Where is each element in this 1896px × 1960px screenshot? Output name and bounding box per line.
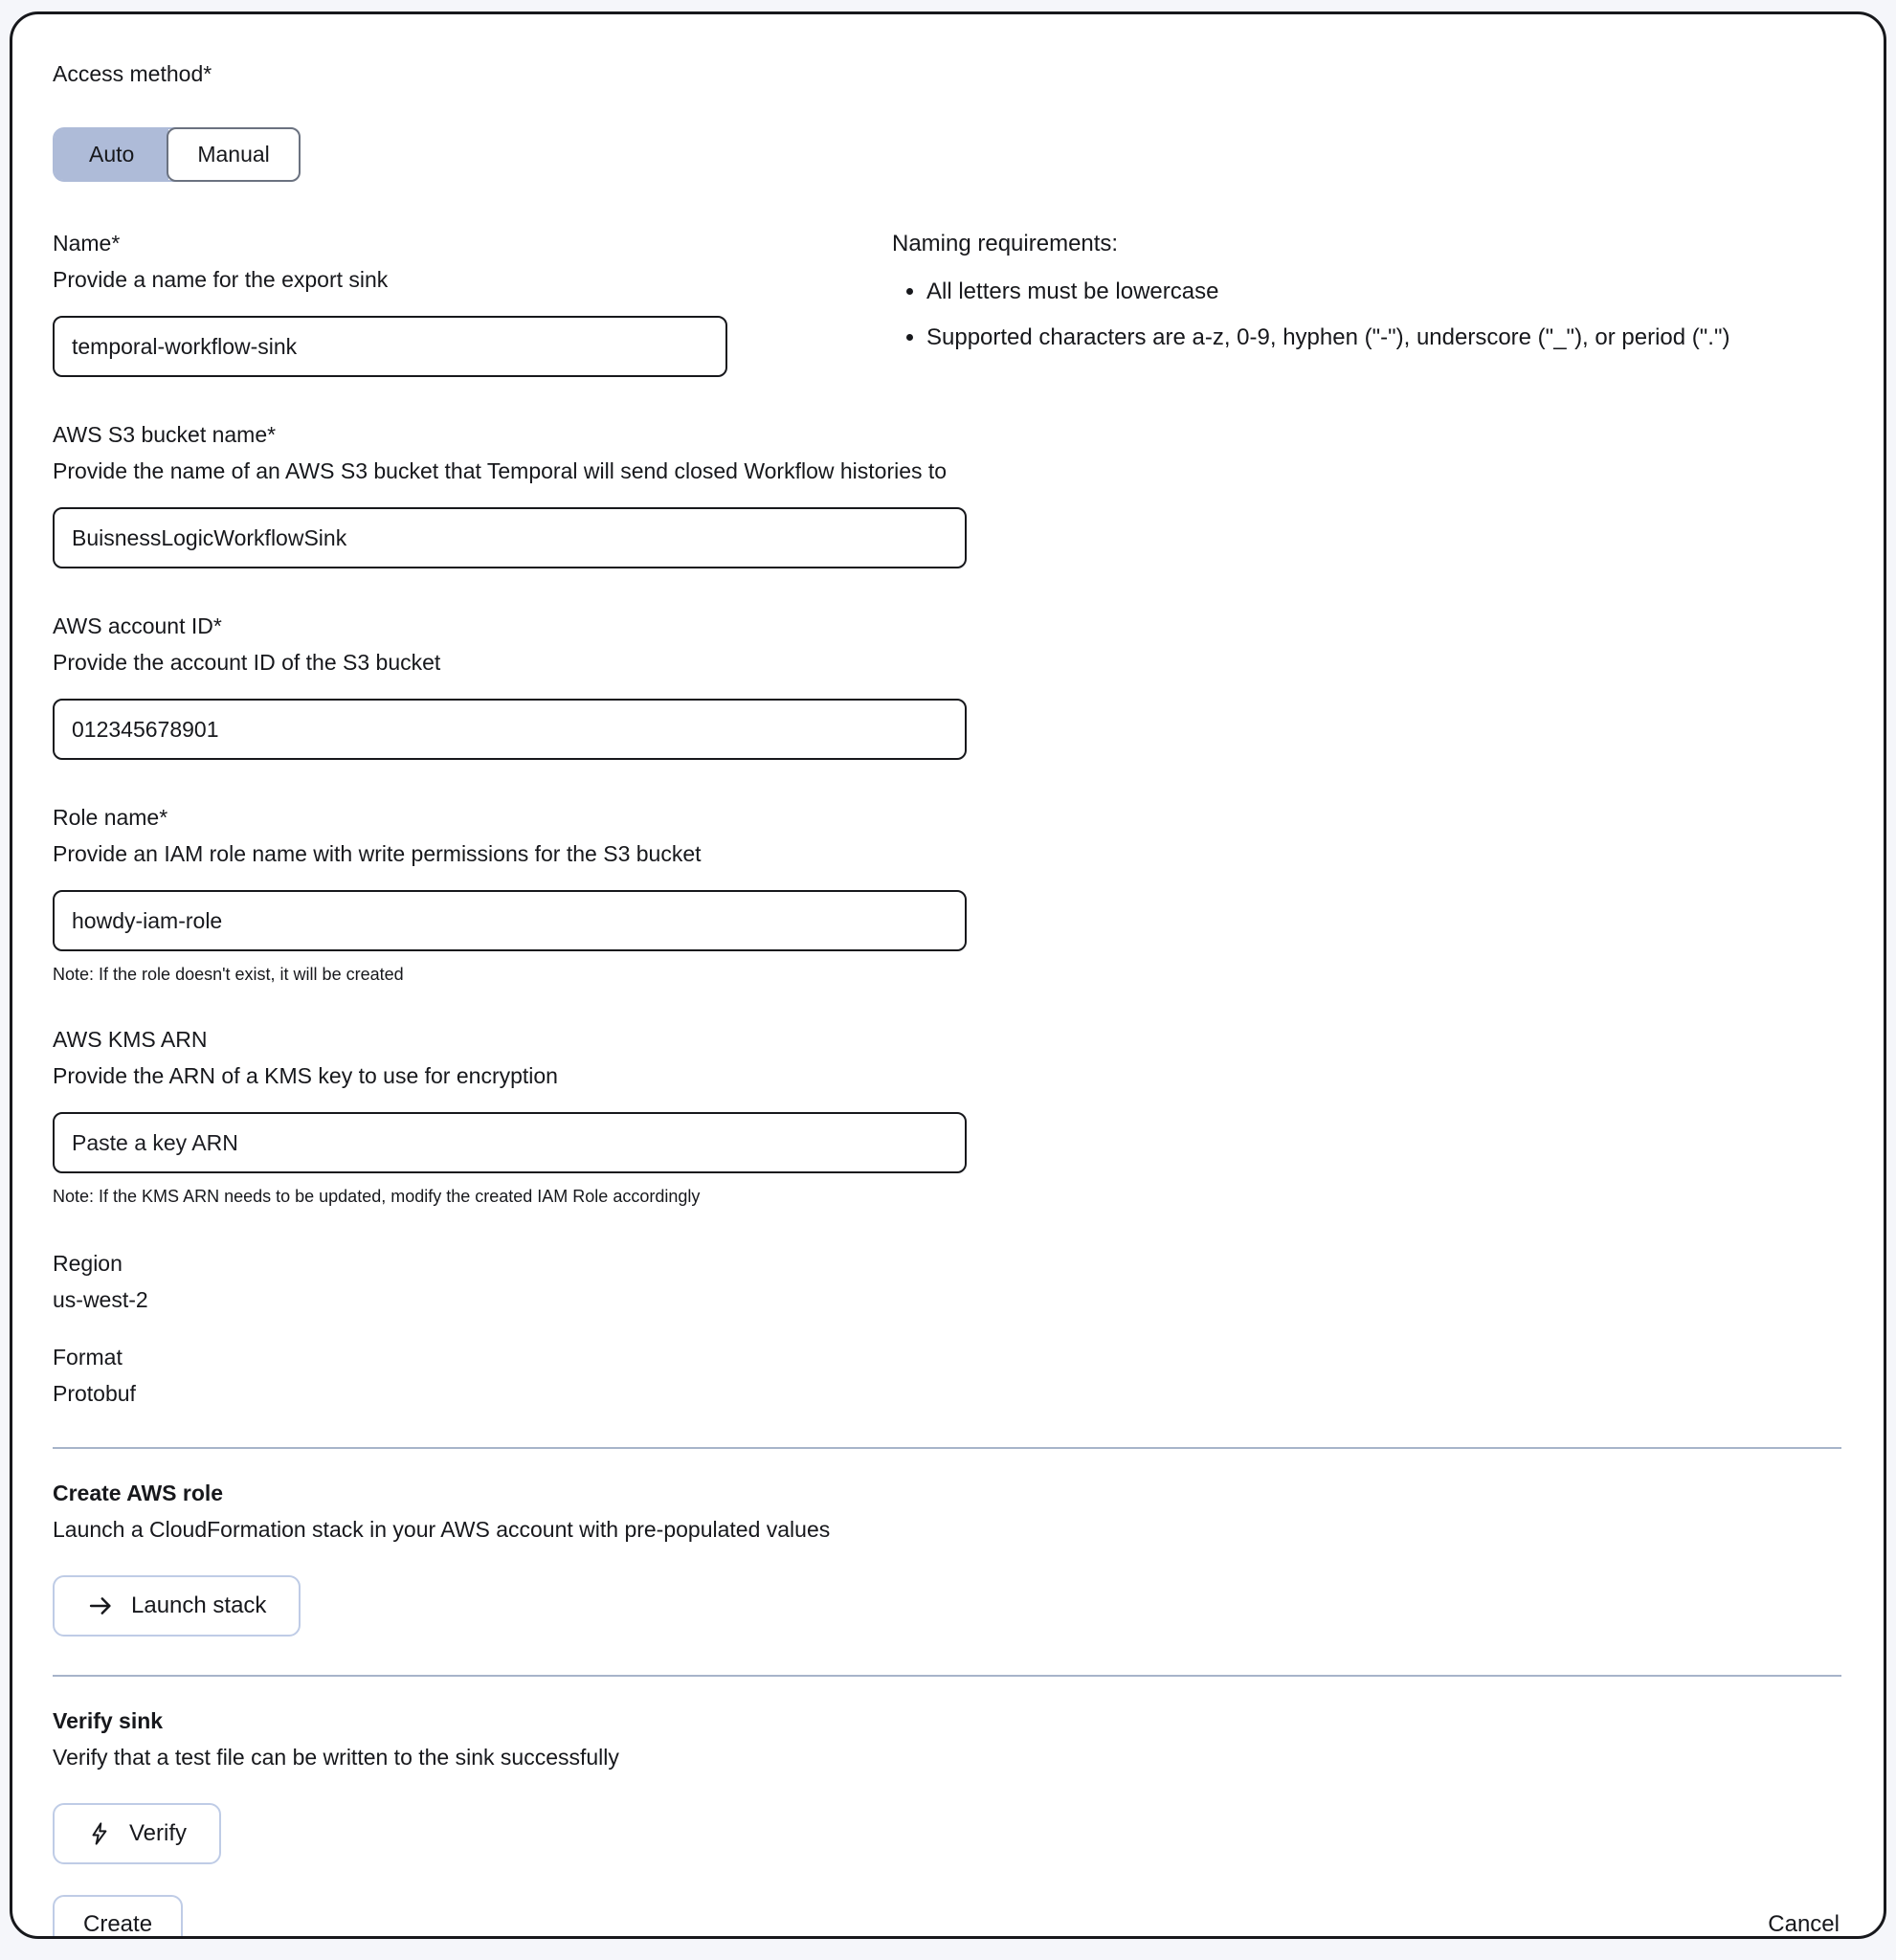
format-value: Protobuf [53,1381,136,1406]
export-sink-form [10,11,1886,1939]
arrow-right-icon [87,1592,114,1619]
naming-requirement-item: • All letters must be lowercase [926,274,1758,310]
name-description: Provide a name for the export sink [53,267,389,292]
account-id-input[interactable] [53,699,967,760]
access-method-toggle [53,127,301,182]
kms-arn-label: AWS KMS ARN [53,1027,208,1052]
name-label: Name* [53,231,121,256]
kms-arn-description: Provide the ARN of a KMS key to use for encryption [53,1063,558,1088]
region-value: us-west-2 [53,1287,148,1312]
create-role-section [53,1478,1841,1637]
verify-sink-title: Verify sink [53,1708,164,1733]
create-role-title: Create AWS role [53,1481,224,1505]
s3-bucket-description: Provide the name of an AWS S3 bucket that Temporal will send closed Workflow histories to [53,458,948,483]
verify-label: Verify [129,1820,188,1846]
create-role-description: Launch a CloudFormation stack in your AWS account with pre-populated values [53,1517,831,1542]
verify-sink-section [53,1705,1841,1864]
access-method-option-manual[interactable]: Manual [167,127,300,182]
access-method-field [53,58,1841,182]
create-button[interactable]: Create [53,1895,183,1939]
role-name-description: Provide an IAM role name with write permissions for the S3 bucket [53,841,702,866]
name-row [53,228,1841,377]
region-field [53,1248,1841,1315]
form-footer [53,1895,1841,1939]
name-field [53,228,727,377]
launch-stack-label: Launch stack [131,1592,267,1618]
section-divider [53,1447,1841,1449]
naming-requirement-item: • Supported characters are a-z, 0-9, hyphen ("-"), underscore ("_"), or period (".") [926,320,1758,356]
role-name-input[interactable] [53,890,967,951]
role-name-label: Role name* [53,805,168,830]
account-id-field [53,611,1841,760]
account-id-label: AWS account ID* [53,613,222,638]
format-label: Format [53,1345,123,1370]
role-name-field [53,802,1841,986]
lightning-bolt-icon [87,1821,112,1846]
naming-requirements [892,228,1758,377]
region-label: Region [53,1251,123,1276]
naming-requirements-list [892,274,1758,356]
access-method-label: Access method* [53,61,212,86]
format-field [53,1342,1841,1409]
section-divider [53,1675,1841,1677]
s3-bucket-field [53,419,1841,568]
access-method-option-auto[interactable]: Auto [55,129,168,180]
s3-bucket-label: AWS S3 bucket name* [53,422,277,447]
account-id-description: Provide the account ID of the S3 bucket [53,650,441,675]
launch-stack-button[interactable] [53,1575,301,1637]
verify-sink-description: Verify that a test file can be written to the sink successfully [53,1745,619,1770]
verify-button[interactable] [53,1803,221,1864]
naming-requirements-title: Naming requirements: [892,231,1119,256]
kms-arn-note: Note: If the KMS ARN needs to be updated, modify the created IAM Role accordingly [53,1187,701,1206]
kms-arn-input[interactable] [53,1112,967,1173]
s3-bucket-input[interactable] [53,507,967,568]
cancel-button[interactable]: Cancel [1768,1911,1840,1937]
name-input[interactable] [53,316,727,377]
role-name-note: Note: If the role doesn't exist, it will be created [53,965,404,984]
kms-arn-field [53,1024,1841,1208]
